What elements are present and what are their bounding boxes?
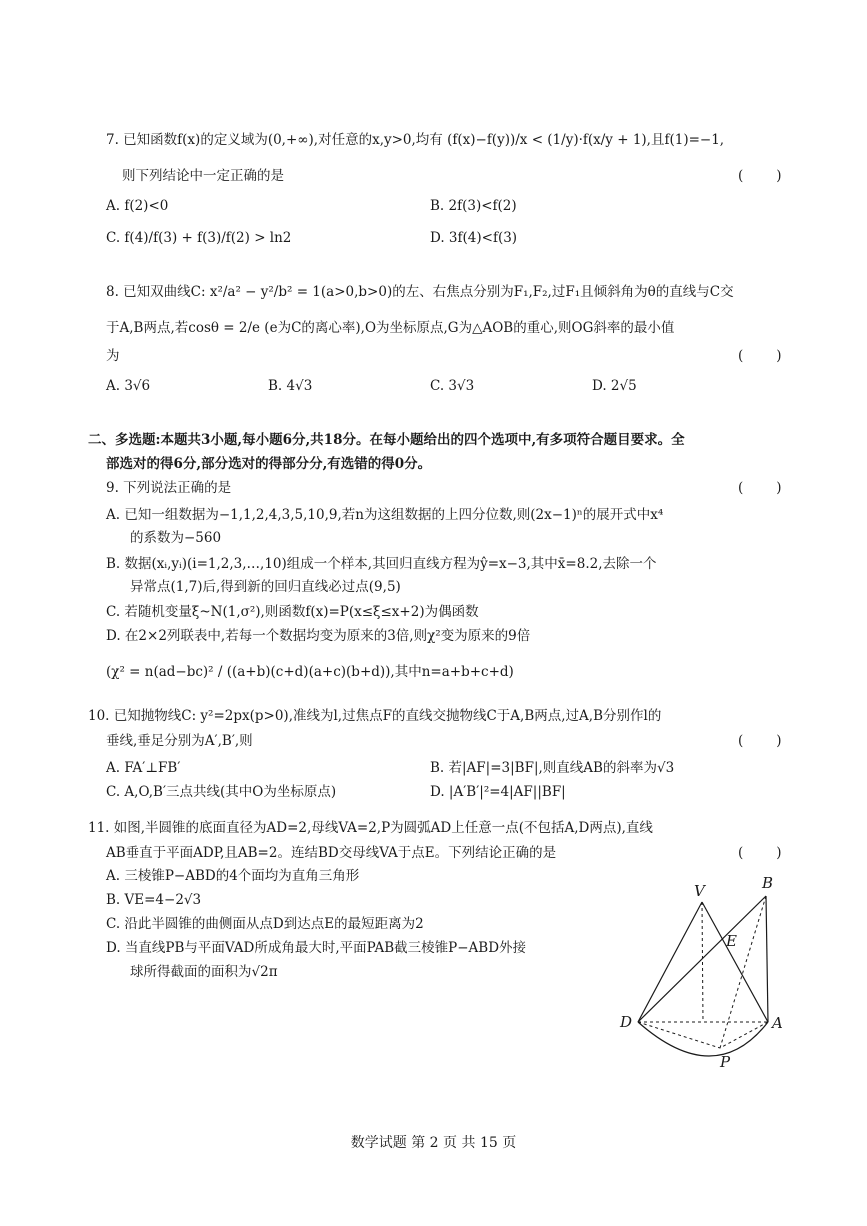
- q8-answer-paren: ( ): [738, 348, 784, 364]
- q11-line1: 11. 如图,半圆锥的底面直径为AD=2,母线VA=2,P为圆弧AD上任意一点(不包括A,D两点),直线: [88, 820, 653, 836]
- label-a: A: [772, 1014, 783, 1032]
- q10-line1: 10. 已知抛物线C: y²=2px(p>0),准线为l,过焦点F的直线交抛物线C于A,B两点,过A,B分别作l的: [88, 708, 662, 724]
- base-arc: [638, 1022, 768, 1056]
- edge-ap: [720, 1022, 768, 1048]
- q7-answer-paren: ( ): [738, 168, 784, 184]
- q9-option-b-line2: 异常点(1,7)后,得到新的回归直线必过点(9,5): [130, 579, 401, 595]
- q7-line2: 则下列结论中一定正确的是: [122, 168, 284, 184]
- q10-line2: 垂线,垂足分别为A′,B′,则: [106, 733, 253, 749]
- q11-answer-paren: ( ): [738, 845, 784, 861]
- q7-line1: 7. 已知函数f(x)的定义域为(0,+∞),对任意的x,y>0,均有 (f(x)−f(y))/x < (1/y)·f(x/y + 1),且f(1)=−1,: [106, 132, 725, 148]
- section2-heading-line1: 二、多选题:本题共3小题,每小题6分,共18分。在每小题给出的四个选项中,有多项符合题目要求。全: [88, 432, 685, 448]
- q9-option-d: D. 在2×2列联表中,若每一个数据均变为原来的3倍,则χ²变为原来的9倍: [106, 628, 531, 644]
- q10-option-d: D. |A′B′|²=4|AF||BF|: [430, 784, 566, 800]
- label-e: E: [726, 932, 737, 950]
- label-v: V: [694, 882, 705, 900]
- q11-option-a: A. 三棱锥P−ABD的4个面均为直角三角形: [106, 868, 360, 884]
- q11-option-d-line2: 球所得截面的面积为√2π: [130, 964, 278, 980]
- q8-option-b: B. 4√3: [268, 378, 313, 394]
- page-footer: 数学试题 第 2 页 共 15 页: [350, 1135, 517, 1151]
- q7-option-c: C. f(4)/f(3) + f(3)/f(2) > ln2: [106, 230, 292, 246]
- q8-line2: 于A,B两点,若cosθ = 2/e (e为C的离心率),O为坐标原点,G为△AOB的重心,则OG斜率的最小值: [106, 320, 675, 336]
- q9-chi-square-formula: (χ² = n(ad−bc)² / ((a+b)(c+d)(a+c)(b+d)),其中n=a+b+c+d): [106, 664, 514, 680]
- q8-option-c: C. 3√3: [430, 378, 475, 394]
- edge-va: [702, 902, 768, 1022]
- q8-option-d: D. 2√5: [592, 378, 637, 394]
- q11-option-c: C. 沿此半圆锥的曲侧面从点D到达点E的最短距离为2: [106, 916, 424, 932]
- q8-option-a: A. 3√6: [106, 378, 151, 394]
- q7-option-d: D. 3f(4)<f(3): [430, 230, 518, 246]
- label-d: D: [620, 1013, 633, 1031]
- q11-line2: AB垂直于平面ADP,且AB=2。连结BD交母线VA于点E。下列结论正确的是: [106, 845, 557, 861]
- q9-option-a-line2: 的系数为−560: [130, 530, 222, 546]
- q8-line1: 8. 已知双曲线C: x²/a² − y²/b² = 1(a>0,b>0)的左、右焦点分别为F₁,F₂,过F₁且倾斜角为θ的直线与C交: [106, 284, 734, 300]
- q7-option-b: B. 2f(3)<f(2): [430, 198, 517, 214]
- height-vo: [702, 902, 703, 1022]
- q9-stem: 9. 下列说法正确的是: [106, 480, 232, 496]
- q9-answer-paren: ( ): [738, 480, 784, 496]
- q10-option-b: B. 若|AF|=3|BF|,则直线AB的斜率为√3: [430, 760, 675, 776]
- section2-heading-line2: 部选对的得6分,部分选对的得部分分,有选错的得0分。: [106, 456, 432, 472]
- edge-dp: [638, 1022, 720, 1048]
- q10-option-c: C. A,O,B′三点共线(其中O为坐标原点): [106, 784, 337, 800]
- edge-vd: [638, 902, 702, 1022]
- label-b: B: [762, 874, 774, 892]
- q7-option-a: A. f(2)<0: [106, 198, 169, 214]
- q9-option-c: C. 若随机变量ξ~N(1,σ²),则函数f(x)=P(x≤ξ≤x+2)为偶函数: [106, 604, 479, 620]
- q11-option-d-line1: D. 当直线PB与平面VAD所成角最大时,平面PAB截三棱锥P−ABD外接: [106, 940, 527, 956]
- q9-option-b-line1: B. 数据(xᵢ,yᵢ)(i=1,2,3,…,10)组成一个样本,其回归直线方程为ŷ=x−3,其中x̄=8.2,去除一个: [106, 556, 657, 572]
- q11-option-b: B. VE=4−2√3: [106, 892, 202, 908]
- half-cone-figure: [610, 870, 810, 1075]
- edge-ab: [766, 896, 768, 1022]
- q10-option-a: A. FA′⊥FB′: [106, 760, 181, 776]
- label-p: P: [720, 1053, 731, 1071]
- q8-line3: 为: [106, 348, 120, 364]
- q9-option-a-line1: A. 已知一组数据为−1,1,2,4,3,5,10,9,若n为这组数据的上四分位数,则(2x−1)ⁿ的展开式中x⁴: [106, 507, 664, 523]
- q10-answer-paren: ( ): [738, 733, 784, 749]
